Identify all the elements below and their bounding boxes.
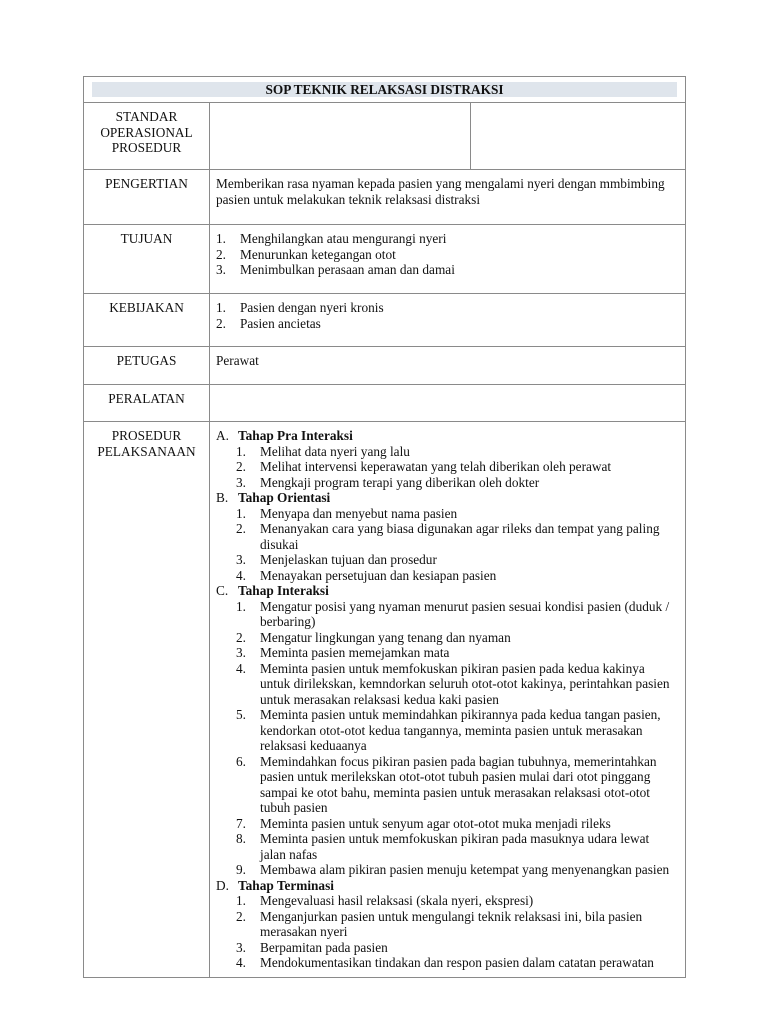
- tujuan-item: [216, 262, 677, 278]
- prosedur-section-heading: [216, 583, 677, 599]
- kebijakan-item-number: 2.: [216, 315, 226, 331]
- tujuan-item-text: Menurunkan ketegangan otot: [240, 246, 396, 262]
- prosedur-step-number: 3.: [236, 474, 246, 490]
- petugas-label: PETUGAS: [84, 347, 210, 385]
- prosedur-step: [236, 459, 677, 475]
- prosedur-step-text: Menanyakan cara yang biasa digunakan agar rileks dan tempat yang paling disukai: [260, 521, 660, 552]
- prosedur-step-number: 1.: [236, 893, 246, 908]
- prosedur-step-number: 3.: [236, 939, 246, 955]
- kebijakan-item-number: 1.: [216, 300, 226, 315]
- prosedur-step-number: 5.: [236, 707, 246, 722]
- prosedur-step-list: [216, 506, 677, 584]
- prosedur-step-number: 2.: [236, 459, 246, 474]
- row-prosedur-pelaksanaan: [84, 422, 686, 978]
- prosedur-section-title: Tahap Terminasi: [238, 877, 334, 893]
- prosedur-step-text: Memindahkan focus pikiran pasien pada bagian tubuhnya, memerintahkan pasien untuk merilekskan otot-otot tubuh pasien mulai dari otot pinggang sampai ke otot bahu, meminta pasien untuk merasakan relaksasi otot-otot tubuh pasien: [260, 753, 657, 815]
- prosedur-step-text: Mengevaluasi hasil relaksasi (skala nyeri, ekspresi): [260, 893, 534, 908]
- prosedur-section-title: Tahap Interaksi: [238, 583, 329, 598]
- prosedur-step-number: 4.: [236, 955, 246, 970]
- prosedur-section: [216, 490, 677, 583]
- pengertian-label: PENGERTIAN: [84, 170, 210, 225]
- prosedur-step-list: [216, 599, 677, 878]
- kebijakan-item-text: Pasien dengan nyeri kronis: [240, 300, 384, 315]
- prosedur-step-text: Meminta pasien untuk memfokuskan pikiran pasien pada kedua kakinya untuk dirilekskan, kemndorkan seluruh otot-otot kakinya, perintahkan pasien untuk merasakan relaksasi kedua kaki pasien: [260, 660, 670, 707]
- prosedur-step: [236, 599, 677, 630]
- prosedur-label: [84, 422, 210, 978]
- prosedur-section-letter: A.: [216, 428, 229, 443]
- prosedur-section-title: Tahap Pra Interaksi: [238, 428, 353, 443]
- prosedur-step-list: [216, 444, 677, 491]
- peralatan-value: [210, 385, 686, 422]
- tujuan-item-number: 1.: [216, 231, 226, 246]
- prosedur-step: [236, 630, 677, 646]
- prosedur-step: [236, 444, 677, 460]
- prosedur-step-number: 2.: [236, 908, 246, 924]
- prosedur-section: [216, 878, 677, 971]
- prosedur-step-text: Melihat intervensi keperawatan yang telah diberikan oleh perawat: [260, 459, 612, 474]
- prosedur-step-text: Menganjurkan pasien untuk mengulangi teknik relaksasi ini, bila pasien merasakan nyeri: [260, 908, 643, 939]
- prosedur-step: [236, 568, 677, 584]
- prosedur-step-number: 3.: [236, 645, 246, 660]
- kebijakan-item-text: Pasien ancietas: [240, 315, 321, 331]
- prosedur-step-list: [216, 893, 677, 971]
- prosedur-step-number: 2.: [236, 629, 246, 645]
- prosedur-step-number: 8.: [236, 831, 246, 846]
- tujuan-item-text: Menghilangkan atau mengurangi nyeri: [240, 231, 447, 246]
- prosedur-section-heading: [216, 878, 677, 894]
- prosedur-step-number: 4.: [236, 567, 246, 583]
- prosedur-step-text: Meminta pasien memejamkan mata: [260, 645, 450, 660]
- prosedur-step: [236, 909, 677, 940]
- tujuan-item-text: Menimbulkan perasaan aman dan damai: [240, 262, 455, 277]
- prosedur-cell: [210, 422, 686, 978]
- prosedur-section-heading: [216, 490, 677, 506]
- prosedur-step: [236, 940, 677, 956]
- prosedur-step: [236, 862, 677, 878]
- kebijakan-label: KEBIJAKAN: [84, 294, 210, 347]
- prosedur-step-text: Meminta pasien untuk memindahkan pikirannya pada kedua tangan pasien, kendorkan otot-otot kedua tangannya, meminta pasien untuk merasakan relaksasi keduaanya: [260, 707, 661, 753]
- kebijakan-item: [216, 300, 677, 316]
- prosedur-section-letter: C.: [216, 583, 229, 598]
- kebijakan-list: [216, 300, 677, 331]
- row-peralatan: [84, 385, 686, 422]
- prosedur-label-line-2: PELAKSANAAN: [97, 443, 196, 459]
- prosedur-step: [236, 475, 677, 491]
- prosedur-step-text: Meminta pasien untuk memfokuskan pikiran pada masuknya udara lewat jalan nafas: [260, 831, 650, 862]
- sop-label-line-3: PROSEDUR: [111, 140, 182, 155]
- prosedur-step-number: 3.: [236, 552, 246, 567]
- kebijakan-item: [216, 316, 677, 332]
- title-cell: [84, 77, 686, 103]
- prosedur-section-title: Tahap Orientasi: [238, 490, 331, 505]
- tujuan-item-number: 2.: [216, 246, 226, 262]
- prosedur-step: [236, 521, 677, 552]
- prosedur-step-text: Menyapa dan menyebut nama pasien: [260, 505, 458, 521]
- prosedur-step-text: Membawa alam pikiran pasien menuju ketempat yang menyenangkan pasien: [260, 862, 670, 877]
- prosedur-step: [236, 754, 677, 816]
- prosedur-step-number: 6.: [236, 753, 246, 769]
- prosedur-step: [236, 707, 677, 754]
- petugas-text: Perawat: [210, 347, 686, 385]
- prosedur-step-text: Menjelaskan tujuan dan prosedur: [260, 552, 437, 567]
- prosedur-step-number: 7.: [236, 815, 246, 831]
- prosedur-step-text: Mengatur posisi yang nyaman menurut pasien sesuai kondisi pasien (duduk / berbaring): [260, 598, 670, 629]
- tujuan-list: [216, 231, 677, 278]
- tujuan-item-number: 3.: [216, 262, 226, 277]
- sop-label: [84, 103, 210, 170]
- prosedur-step: [236, 506, 677, 522]
- tujuan-cell: [210, 225, 686, 294]
- prosedur-section-letter: D.: [216, 877, 229, 893]
- sop-label-line-1: STANDAR: [115, 109, 178, 124]
- prosedur-step-number: 2.: [236, 521, 246, 536]
- prosedur-step-text: Melihat data nyeri yang lalu: [260, 443, 410, 459]
- row-kebijakan: [84, 294, 686, 347]
- prosedur-step-number: 1.: [236, 505, 246, 521]
- document-title: SOP TEKNIK RELAKSASI DISTRAKSI: [92, 82, 677, 97]
- prosedur-step-number: 1.: [236, 598, 246, 614]
- row-pengertian: [84, 170, 686, 225]
- row-petugas: [84, 347, 686, 385]
- tujuan-label: TUJUAN: [84, 225, 210, 294]
- tujuan-item: [216, 231, 677, 247]
- prosedur-step: [236, 552, 677, 568]
- prosedur-step-text: Meminta pasien untuk senyum agar otot-otot muka menjadi rileks: [260, 815, 611, 831]
- prosedur-step-text: Mendokumentasikan tindakan dan respon pasien dalam catatan perawatan: [260, 955, 654, 970]
- prosedur-section: [216, 428, 677, 490]
- pengertian-text: Memberikan rasa nyaman kepada pasien yang mengalami nyeri dengan mmbimbing pasien untuk melakukan teknik relaksasi distraksi: [210, 170, 686, 225]
- prosedur-step-text: Mengkaji program terapi yang diberikan oleh dokter: [260, 474, 540, 490]
- row-standar-operasional-prosedur: [84, 103, 686, 170]
- sop-empty-cell-2: [471, 103, 686, 170]
- sop-table: [83, 76, 686, 978]
- prosedur-step-text: Berpamitan pada pasien: [260, 939, 388, 955]
- prosedur-step-text: Menayakan persetujuan dan kesiapan pasien: [260, 567, 497, 583]
- prosedur-section-heading: [216, 428, 677, 444]
- prosedur-step-number: 9.: [236, 862, 246, 877]
- prosedur-step-text: Mengatur lingkungan yang tenang dan nyaman: [260, 629, 511, 645]
- title-row: [84, 77, 686, 103]
- prosedur-section-letter: B.: [216, 490, 229, 505]
- peralatan-label: PERALATAN: [84, 385, 210, 422]
- kebijakan-cell: [210, 294, 686, 347]
- prosedur-step: [236, 645, 677, 661]
- prosedur-step: [236, 816, 677, 832]
- prosedur-step: [236, 893, 677, 909]
- prosedur-step-number: 4.: [236, 660, 246, 676]
- sop-label-line-2: OPERASIONAL: [100, 124, 193, 140]
- sop-empty-cell-1: [210, 103, 471, 170]
- prosedur-step: [236, 661, 677, 708]
- row-tujuan: [84, 225, 686, 294]
- prosedur-step: [236, 831, 677, 862]
- prosedur-section: [216, 583, 677, 878]
- prosedur-step-number: 1.: [236, 443, 246, 459]
- tujuan-item: [216, 247, 677, 263]
- prosedur-step: [236, 955, 677, 971]
- prosedur-label-line-1: PROSEDUR: [111, 428, 182, 443]
